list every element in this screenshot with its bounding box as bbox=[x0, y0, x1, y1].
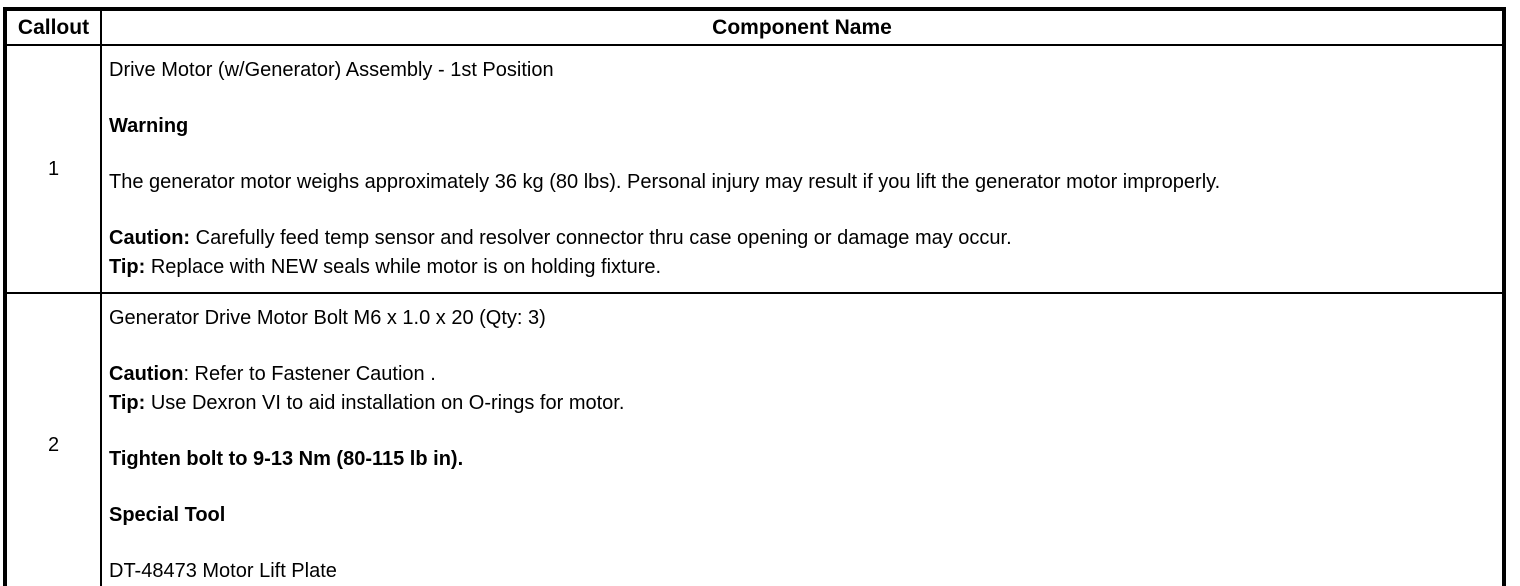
table-row bbox=[5, 293, 1504, 586]
table-row bbox=[5, 45, 1504, 293]
component-description-cell bbox=[101, 293, 1504, 586]
text-block bbox=[109, 304, 1496, 333]
component-table bbox=[3, 7, 1506, 586]
text-segment: : Refer to Fastener Caution . bbox=[183, 363, 436, 385]
text-block bbox=[109, 168, 1496, 197]
bold-text-segment: Tip: bbox=[109, 256, 146, 278]
text-block bbox=[109, 360, 1496, 418]
text-segment: Carefully feed temp sensor and resolver connector thru case opening or damage may occur. bbox=[190, 227, 1012, 249]
text-segment: Drive Motor (w/Generator) Assembly - 1st Position bbox=[109, 59, 554, 81]
callout-number: 2 bbox=[5, 293, 101, 586]
component-description-cell bbox=[101, 45, 1504, 293]
text-segment: The generator motor weighs approximately 36 kg (80 lbs). Personal injury may result if you lift the generator motor improperly. bbox=[109, 171, 1221, 193]
callout-number: 1 bbox=[5, 45, 101, 293]
text-block bbox=[109, 557, 1496, 586]
bold-text-segment: Tip: bbox=[109, 392, 146, 414]
header-row bbox=[5, 9, 1504, 45]
table-body bbox=[5, 45, 1504, 586]
table-header bbox=[5, 9, 1504, 45]
bold-text-segment: Caution: bbox=[109, 227, 191, 249]
header-component-name: Component Name bbox=[101, 9, 1504, 45]
text-segment: Replace with NEW seals while motor is on holding fixture. bbox=[145, 256, 662, 278]
text-block bbox=[109, 56, 1496, 85]
text-block bbox=[109, 112, 1496, 141]
bold-text-segment: Warning bbox=[109, 115, 189, 137]
text-block bbox=[109, 501, 1496, 530]
text-block bbox=[109, 445, 1496, 474]
bold-text-segment: Caution bbox=[109, 363, 184, 385]
text-block bbox=[109, 224, 1496, 282]
header-callout: Callout bbox=[5, 9, 101, 45]
text-segment: Use Dexron VI to aid installation on O-rings for motor. bbox=[145, 392, 625, 414]
bold-text-segment: Special Tool bbox=[109, 504, 226, 526]
bold-text-segment: Tighten bolt to 9-13 Nm (80-115 lb in). bbox=[109, 448, 464, 470]
text-segment: Generator Drive Motor Bolt M6 x 1.0 x 20 (Qty: 3) bbox=[109, 307, 546, 329]
text-segment: DT-48473 Motor Lift Plate bbox=[109, 560, 337, 582]
